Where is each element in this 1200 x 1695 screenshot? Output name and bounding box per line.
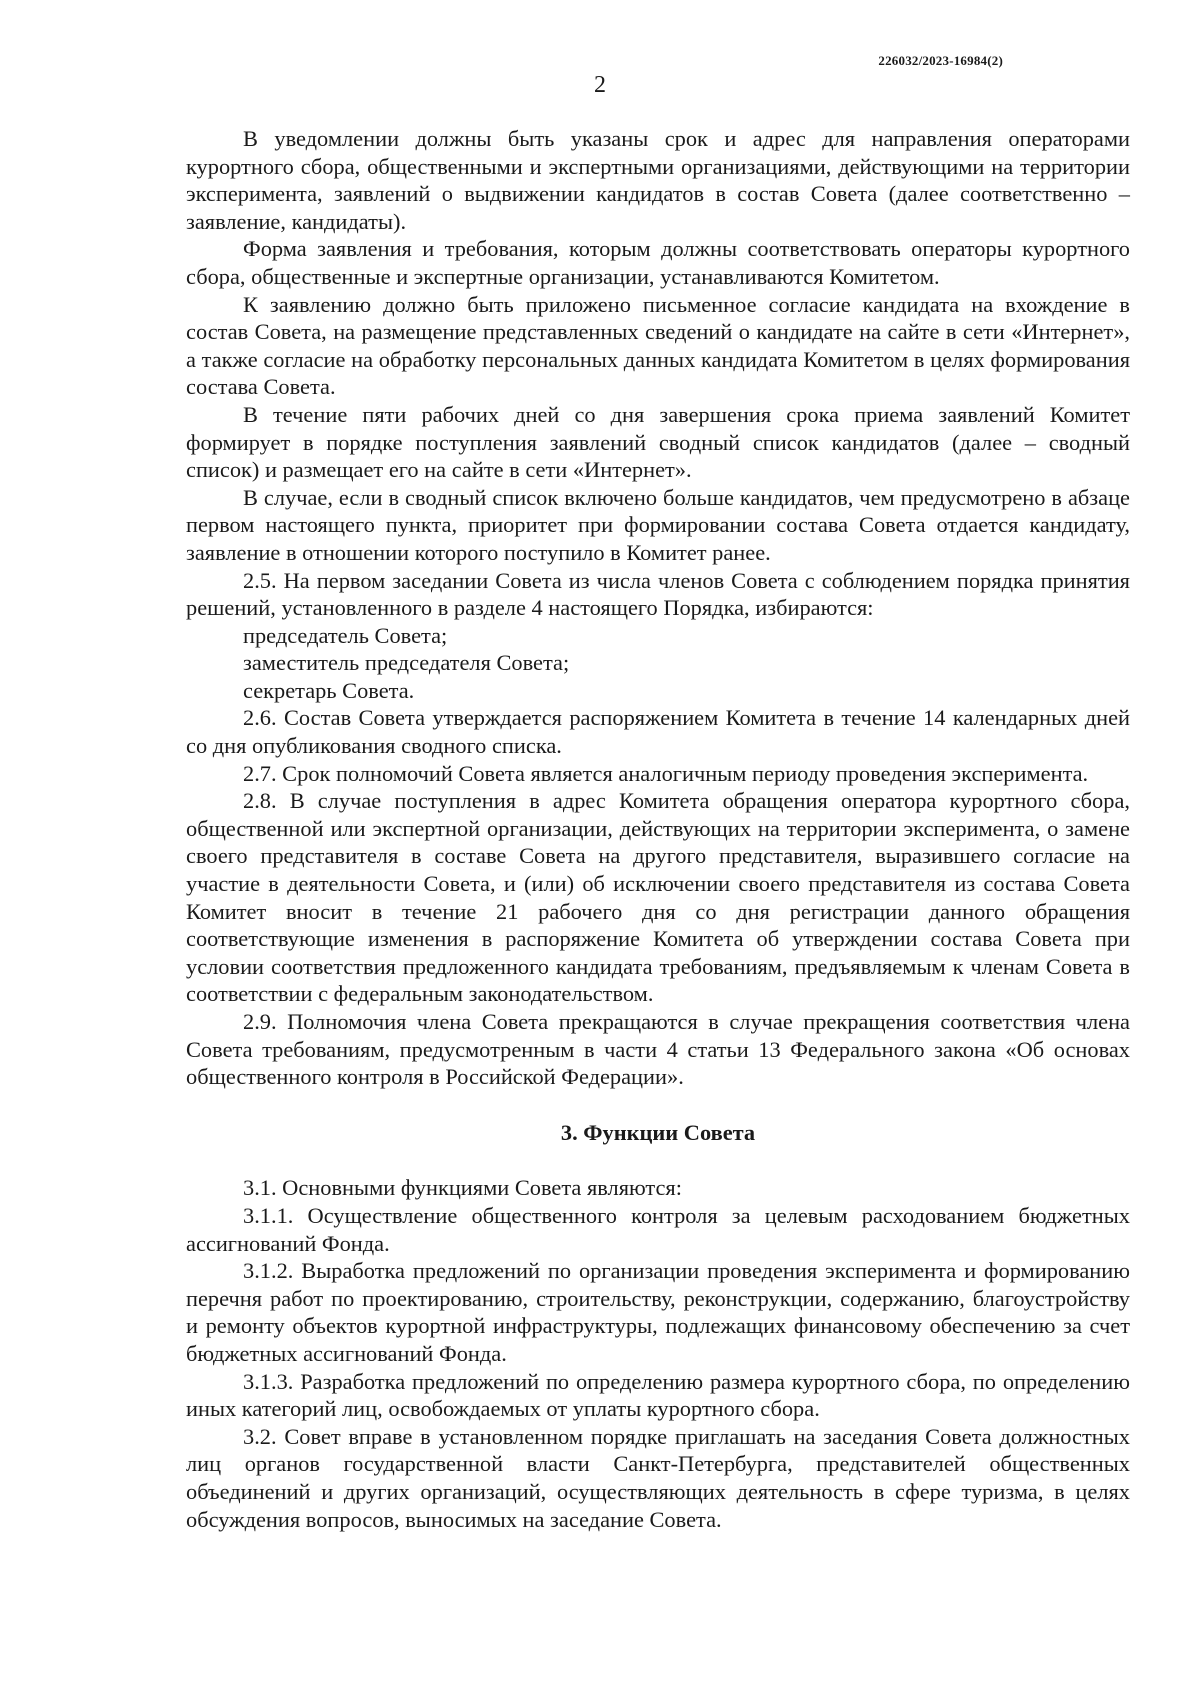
- clause-3-1-1: 3.1.1. Осуществление общественного контроля за целевым расходованием бюджетных ассигнований Фонда.: [186, 1202, 1130, 1256]
- section-heading: 3. Функции Совета: [560, 1119, 756, 1145]
- document-body: [186, 125, 1130, 1533]
- clause-3-2: 3.2. Совет вправе в установленном порядке приглашать на заседания Совета должностных лиц органов государственной власти Санкт-Петербурга, представителей общественных объединений и других организаций, осуществляющих деятельность в сфере туризма, в целях обсуждения вопросов, выносимых на заседание Совета.: [186, 1423, 1130, 1532]
- clause-2-8: 2.8. В случае поступления в адрес Комитета обращения оператора курортного сбора, общественной или экспертной организации, действующих на территории эксперимента, о замене своего представителя в составе Совета на другого представителя, выразившего согласие на участие в деятельности Совета, и (или) об исключении своего представителя из состава Совета Комитет вносит в течение 21 рабочего дня со дня регистрации данного обращения соответствующие изменения в распоряжение Комитета об утверждении состава Совета при условии соответствия предложенного кандидата требованиям, предъявляемым к членам Совета в соответствии с федеральным законодательством.: [186, 788, 1130, 1007]
- page-number: 2: [594, 72, 606, 98]
- clause-2-9: 2.9. Полномочия члена Совета прекращаются в случае прекращения соответствия члена Совета требованиям, предусмотренным в части 4 статьи 13 Федерального закона «Об основах общественного контроля в Российской Федерации».: [186, 1009, 1130, 1090]
- document-registration-number: 226032/2023-16984(2): [878, 53, 1003, 68]
- paragraph-priority: В случае, если в сводный список включено больше кандидатов, чем предусмотрено в абзаце первом настоящего пункта, приоритет при формировании состава Совета отдается кандидату, заявление в отношении которого поступило в Комитет ранее.: [186, 484, 1130, 565]
- list-item-secretary: секретарь Совета.: [243, 677, 415, 703]
- clause-2-7: 2.7. Срок полномочий Совета является аналогичным периоду проведения эксперимента.: [243, 760, 1089, 786]
- paragraph-written-consent: К заявлению должно быть приложено письменное согласие кандидата на вхождение в состав Совета, на размещение представленных сведений о кандидате на сайте в сети «Интернет», а также согласие на обработку персональных данных кандидата Комитетом в целях формирования состава Совета.: [186, 291, 1130, 400]
- clause-2-5: 2.5. На первом заседании Совета из числа членов Совета с соблюдением порядка принятия решений, установленного в разделе 4 настоящего Порядка, избираются:: [186, 567, 1130, 621]
- paragraph-notice-requirements: В уведомлении должны быть указаны срок и адрес для направления операторами курортного сбора, общественными и экспертными организациями, действующими на территории эксперимента, заявлений о выдвижении кандидатов в состав Совета (далее соответственно – заявление, кандидаты).: [186, 126, 1130, 234]
- clause-2-6: 2.6. Состав Совета утверждается распоряжением Комитета в течение 14 календарных дней со дня опубликования сводного списка.: [186, 705, 1130, 759]
- clause-3-1-3: 3.1.3. Разработка предложений по определению размера курортного сбора, по определению иных категорий лиц, освобождаемых от уплаты курортного сбора.: [186, 1368, 1130, 1422]
- paragraph-application-form: Форма заявления и требования, которым должны соответствовать операторы курортного сбора, общественные и экспертные организации, устанавливаются Комитетом.: [186, 236, 1130, 289]
- paragraph-consolidated-list: В течение пяти рабочих дней со дня завершения срока приема заявлений Комитет формирует в порядке поступления заявлений сводный список кандидатов (далее – сводный список) и размещает его на сайте в сети «Интернет».: [186, 401, 1130, 483]
- clause-3-1: 3.1. Основными функциями Совета являются:: [243, 1175, 682, 1201]
- list-item-chairman: председатель Совета;: [243, 622, 448, 648]
- list-item-deputy-chairman: заместитель председателя Совета;: [243, 650, 570, 676]
- clause-3-1-2: 3.1.2. Выработка предложений по организации проведения эксперимента и формированию перечня работ по проектированию, строительству, реконструкции, содержанию, благоустройству и ремонту объектов курортной инфраструктуры, подлежащих финансовому обеспечению за счет бюджетных ассигнований Фонда.: [186, 1258, 1130, 1366]
